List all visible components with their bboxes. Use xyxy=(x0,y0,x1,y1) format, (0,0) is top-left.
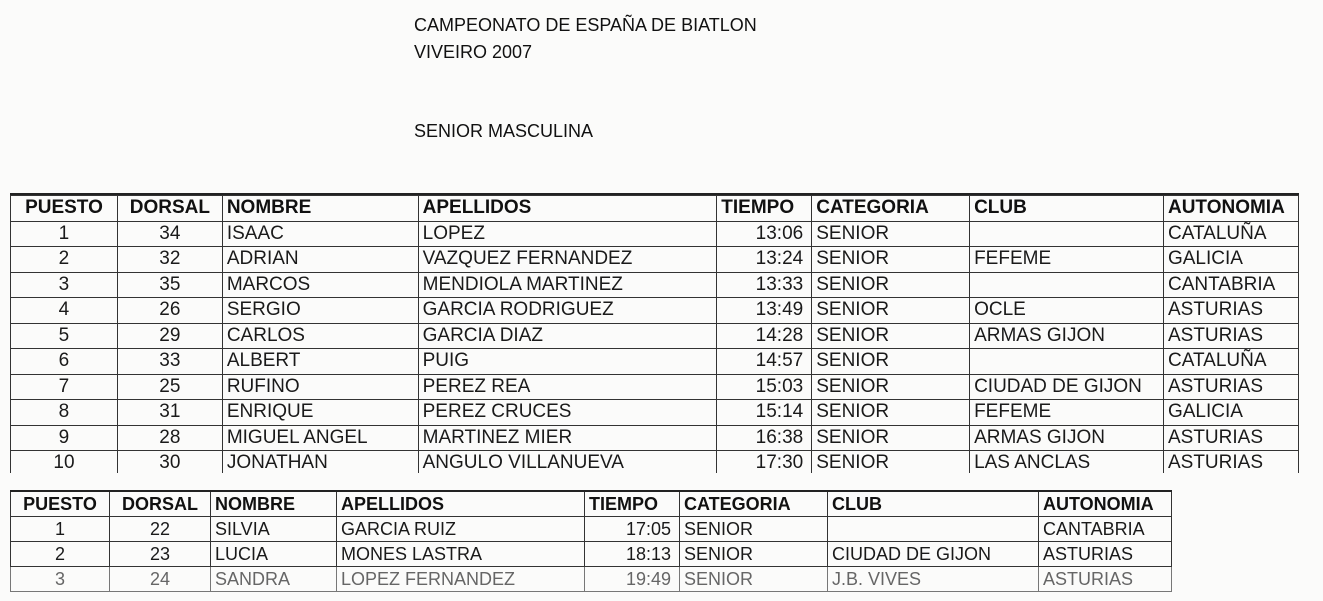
col-header-puesto: PUESTO xyxy=(11,196,118,222)
cell-dorsal: 22 xyxy=(110,517,211,542)
col-header-puesto: PUESTO xyxy=(11,491,110,517)
cell-dorsal: 32 xyxy=(117,247,222,273)
cell-puesto: 4 xyxy=(11,298,118,324)
cell-autonomia: ASTURIAS xyxy=(1163,425,1298,451)
cell-categoria: SENIOR xyxy=(812,425,970,451)
col-header-club: CLUB xyxy=(828,491,1039,517)
cell-apellidos: PEREZ CRUCES xyxy=(418,400,717,426)
col-header-dorsal: DORSAL xyxy=(110,491,211,517)
cell-dorsal: 33 xyxy=(117,349,222,375)
cell-nombre: ADRIAN xyxy=(222,247,418,273)
cell-apellidos: PEREZ REA xyxy=(418,374,717,400)
cell-apellidos: LOPEZ FERNANDEZ xyxy=(337,567,585,592)
cell-tiempo: 13:33 xyxy=(717,272,812,298)
cell-dorsal: 25 xyxy=(117,374,222,400)
table-row xyxy=(11,323,1299,349)
cell-tiempo: 14:57 xyxy=(717,349,812,375)
cell-puesto: 9 xyxy=(11,425,118,451)
cell-autonomia: GALICIA xyxy=(1163,247,1298,273)
table-row xyxy=(11,425,1299,451)
table-row xyxy=(11,349,1299,375)
col-header-categoria: CATEGORIA xyxy=(812,196,970,222)
col-header-autonomia: AUTONOMIA xyxy=(1163,196,1298,222)
table-row xyxy=(11,451,1299,474)
cell-autonomia: GALICIA xyxy=(1163,400,1298,426)
col-header-apellidos: APELLIDOS xyxy=(337,491,585,517)
cell-tiempo: 17:05 xyxy=(585,517,680,542)
table-row xyxy=(11,517,1172,542)
cell-categoria: SENIOR xyxy=(812,451,970,474)
cell-autonomia: ASTURIAS xyxy=(1163,323,1298,349)
col-header-apellidos: APELLIDOS xyxy=(418,196,717,222)
cell-dorsal: 23 xyxy=(110,542,211,567)
cell-nombre: MARCOS xyxy=(222,272,418,298)
cell-puesto: 2 xyxy=(11,247,118,273)
cell-apellidos: VAZQUEZ FERNANDEZ xyxy=(418,247,717,273)
cell-autonomia: CATALUÑA xyxy=(1163,349,1298,375)
table-row xyxy=(11,374,1299,400)
cell-nombre: SILVIA xyxy=(211,517,337,542)
cell-dorsal: 30 xyxy=(117,451,222,474)
results-table-senior-masculina xyxy=(10,193,1299,473)
col-header-tiempo: TIEMPO xyxy=(585,491,680,517)
cell-tiempo: 16:38 xyxy=(717,425,812,451)
cell-club xyxy=(970,272,1164,298)
table-row xyxy=(11,272,1299,298)
cell-tiempo: 14:28 xyxy=(717,323,812,349)
table-row xyxy=(11,567,1172,592)
document-subtitle: VIVEIRO 2007 xyxy=(414,42,533,62)
cell-categoria: SENIOR xyxy=(812,221,970,247)
table-header-row xyxy=(11,491,1172,517)
table-row xyxy=(11,400,1299,426)
cell-categoria: SENIOR xyxy=(812,400,970,426)
cell-club: ARMAS GIJON xyxy=(970,425,1164,451)
cell-dorsal: 35 xyxy=(117,272,222,298)
cell-nombre: ENRIQUE xyxy=(222,400,418,426)
cell-apellidos: PUIG xyxy=(418,349,717,375)
cell-categoria: SENIOR xyxy=(680,542,828,567)
table-row xyxy=(11,247,1299,273)
cell-club: LAS ANCLAS xyxy=(970,451,1164,474)
col-header-nombre: NOMBRE xyxy=(211,491,337,517)
cell-club: OCLE xyxy=(970,298,1164,324)
cell-apellidos: MENDIOLA MARTINEZ xyxy=(418,272,717,298)
cell-apellidos: GARCIA RODRIGUEZ xyxy=(418,298,717,324)
cell-tiempo: 13:06 xyxy=(717,221,812,247)
table-row xyxy=(11,542,1172,567)
document-title: CAMPEONATO DE ESPAÑA DE BIATLON xyxy=(414,15,757,35)
cell-nombre: RUFINO xyxy=(222,374,418,400)
cell-categoria: SENIOR xyxy=(812,247,970,273)
cell-tiempo: 15:14 xyxy=(717,400,812,426)
table-header-row xyxy=(11,196,1299,222)
results-table-senior-femenina xyxy=(10,490,1173,598)
cell-autonomia: CATALUÑA xyxy=(1163,221,1298,247)
cell-tiempo: 13:49 xyxy=(717,298,812,324)
cell-puesto: 1 xyxy=(11,221,118,247)
cell-categoria: SENIOR xyxy=(812,298,970,324)
cell-club xyxy=(970,221,1164,247)
cell-puesto: 1 xyxy=(11,517,110,542)
cell-autonomia: ASTURIAS xyxy=(1039,542,1172,567)
cell-apellidos: GARCIA RUIZ xyxy=(337,517,585,542)
cell-club xyxy=(970,349,1164,375)
cell-apellidos: GARCIA DIAZ xyxy=(418,323,717,349)
cell-club: CIUDAD DE GIJON xyxy=(828,542,1039,567)
cell-tiempo: 19:49 xyxy=(585,567,680,592)
cell-categoria: SENIOR xyxy=(680,517,828,542)
cell-apellidos: MONES LASTRA xyxy=(337,542,585,567)
cell-apellidos: LOPEZ xyxy=(418,221,717,247)
cell-dorsal: 26 xyxy=(117,298,222,324)
cell-club: FEFEME xyxy=(970,247,1164,273)
cell-apellidos: ANGULO VILLANUEVA xyxy=(418,451,717,474)
cell-tiempo: 17:30 xyxy=(717,451,812,474)
cell-nombre: LUCIA xyxy=(211,542,337,567)
cell-categoria: SENIOR xyxy=(812,323,970,349)
cell-dorsal: 24 xyxy=(110,567,211,592)
cell-apellidos: MARTINEZ MIER xyxy=(418,425,717,451)
cell-autonomia: ASTURIAS xyxy=(1163,451,1298,474)
cell-dorsal: 34 xyxy=(117,221,222,247)
cell-puesto: 5 xyxy=(11,323,118,349)
cell-tiempo: 18:13 xyxy=(585,542,680,567)
col-header-categoria: CATEGORIA xyxy=(680,491,828,517)
cell-puesto: 3 xyxy=(11,567,110,592)
cell-categoria: SENIOR xyxy=(812,272,970,298)
cell-autonomia: ASTURIAS xyxy=(1163,374,1298,400)
cell-club: CIUDAD DE GIJON xyxy=(970,374,1164,400)
cell-nombre: CARLOS xyxy=(222,323,418,349)
section-title: SENIOR MASCULINA xyxy=(414,121,594,141)
cell-nombre: MIGUEL ANGEL xyxy=(222,425,418,451)
cell-dorsal: 28 xyxy=(117,425,222,451)
cell-puesto: 7 xyxy=(11,374,118,400)
cell-puesto: 10 xyxy=(11,451,118,474)
cell-tiempo: 13:24 xyxy=(717,247,812,273)
col-header-nombre: NOMBRE xyxy=(222,196,418,222)
cell-nombre: SERGIO xyxy=(222,298,418,324)
cell-autonomia: ASTURIAS xyxy=(1039,567,1172,592)
cell-club: FEFEME xyxy=(970,400,1164,426)
cell-dorsal: 29 xyxy=(117,323,222,349)
cell-puesto: 6 xyxy=(11,349,118,375)
cell-categoria: SENIOR xyxy=(812,374,970,400)
cell-autonomia: CANTABRIA xyxy=(1163,272,1298,298)
cell-autonomia: ASTURIAS xyxy=(1163,298,1298,324)
cell-club: J.B. VIVES xyxy=(828,567,1039,592)
cell-nombre: SANDRA xyxy=(211,567,337,592)
table-row xyxy=(11,221,1299,247)
cell-dorsal: 31 xyxy=(117,400,222,426)
col-header-autonomia: AUTONOMIA xyxy=(1039,491,1172,517)
cell-nombre: ALBERT xyxy=(222,349,418,375)
cell-categoria: SENIOR xyxy=(812,349,970,375)
cell-puesto: 3 xyxy=(11,272,118,298)
table-row xyxy=(11,298,1299,324)
cell-tiempo: 15:03 xyxy=(717,374,812,400)
col-header-club: CLUB xyxy=(970,196,1164,222)
cell-nombre: JONATHAN xyxy=(222,451,418,474)
cell-nombre: ISAAC xyxy=(222,221,418,247)
cell-puesto: 2 xyxy=(11,542,110,567)
cell-club: ARMAS GIJON xyxy=(970,323,1164,349)
cell-categoria: SENIOR xyxy=(680,567,828,592)
col-header-dorsal: DORSAL xyxy=(117,196,222,222)
col-header-tiempo: TIEMPO xyxy=(717,196,812,222)
cell-autonomia: CANTABRIA xyxy=(1039,517,1172,542)
cell-puesto: 8 xyxy=(11,400,118,426)
cell-club xyxy=(828,517,1039,542)
